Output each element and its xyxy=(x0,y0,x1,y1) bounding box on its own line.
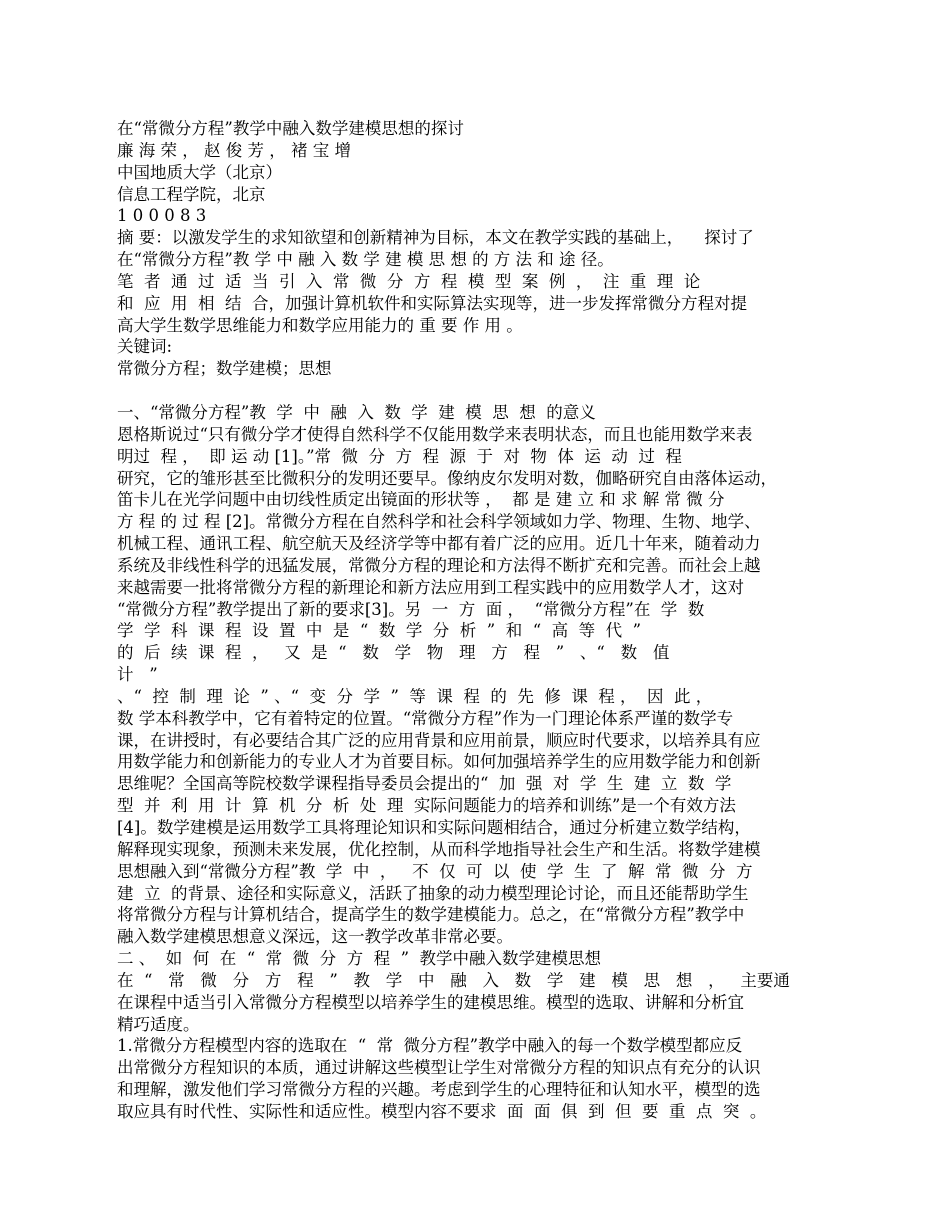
paragraph-line: 来越需要一批将常微分方程的新理论和新方法应用到工程实践中的应用数学人才，这对 xyxy=(117,577,744,597)
blank-line xyxy=(117,380,847,402)
affiliation-school: 信息工程学院，北京 xyxy=(117,184,266,204)
paragraph-line: 精巧适度。 xyxy=(117,1014,200,1034)
paragraph-line: 出常微分方程知识的本质，通过讲解这些模型让学生对常微分方程的知识点有充分的认识 xyxy=(117,1058,761,1078)
paragraph-line: 计 ” xyxy=(117,665,158,685)
paragraph-line: [4]。数学建模是运用数学工具将理论知识和实际问题相结合，通过分析建立数学结构， xyxy=(117,818,751,837)
paragraph-line: 数 学本科教学中，它有着特定的位置。“常微分方程”作为一门理论体系严谨的数学专 xyxy=(117,708,734,728)
postcode: 1 0 0 0 8 3 xyxy=(117,206,207,226)
paragraph-line: 明过 程 ， 即 运 动 [1]。”常 微 分 方 程 源 于 对 物 体 运 动 过 程 xyxy=(117,446,682,466)
paragraph-line: 解释现实现象，预测未来发展，优化控制，从而科学地指导社会生产和生活。将数学建模 xyxy=(117,839,761,859)
authors: 廉 海 荣 ， 赵 俊 芳 ， 褚 宝 增 xyxy=(117,140,351,160)
paragraph-line: 研究，它的雏形甚至比微积分的发明还要早。像纳皮尔发明对数，伽略研究自由落体运动， xyxy=(117,468,777,488)
paragraph-line: 恩格斯说过“只有微分学才使得自然科学不仅能用数学来表明状态，而且也能用数学来表 xyxy=(117,424,753,444)
paragraph-line: 型 并 利 用 计 算 机 分 析 处 理 实际问题能力的培养和训练”是一个有效方法 xyxy=(117,796,736,816)
abstract xyxy=(117,227,847,336)
abstract-line: 笔 者 通 过 适 当 引 入 常 微 分 方 程 模 型 案 例 ， 注 重 理 论 xyxy=(117,271,701,291)
affiliation-university: 中国地质大学（北京） xyxy=(117,162,282,182)
paragraph-line: “常微分方程”教学提出了新的要求[3]。另 一 方 面 ， “常微分方程”在 学 数 xyxy=(117,599,705,619)
keywords: 常微分方程；数学建模；思想 xyxy=(117,359,332,379)
paragraph-line: 在 “ 常 微 分 方 程 ” 教 学 中 融 入 数 学 建 模 思 想 ， 主要通 xyxy=(117,970,790,990)
paragraph-line: 课，在讲授时，有必要结合其广泛的应用背景和应用前景，顺应时代要求，以培养具有应 xyxy=(117,730,761,750)
paragraph-line: 建 立 的背景、途径和实际意义，活跃了抽象的动力模型理论讨论，而且还能帮助学生 xyxy=(117,883,749,903)
paragraph-line: 、“ 控 制 理 论 ” 、“ 变 分 学 ” 等 课 程 的 先 修 课 程 ， 因 此 ， xyxy=(117,686,713,706)
keywords-label: 关键词: xyxy=(117,337,173,357)
paragraph-line: 用数学能力和创新能力的专业人才为首要目标。如何加强培养学生的应用数学能力和创新 xyxy=(117,752,761,772)
paragraph-line: 思维呢？全国高等院校数学课程指导委员会提出的“ 加 强 对 学 生 建 立 数 学 xyxy=(117,774,732,794)
paragraph-line: 将常微分方程与计算机结合，提高学生的数学建模能力。总之，在“常微分方程”教学中 xyxy=(117,905,745,925)
paragraph-line: 的 后 续 课 程 ， 又 是 “ 数 学 物 理 方 程 ” 、“ 数 值 xyxy=(117,643,670,663)
paragraph-line: 机械工程、通讯工程、航空航天及经济学等中都有着广泛的应用。近几十年来，随着动力 xyxy=(117,534,761,554)
abstract-line: 在“常微分方程”教 学 中 融 入 数 学 建 模 思 想 的 方 法 和 途 径。 xyxy=(117,250,614,270)
paragraph-line: 融入数学建模思想意义深远，这一教学改革非常必要。 xyxy=(117,927,513,947)
abstract-line: 高大学生数学思维能力和数学应用能力的 重 要 作 用 。 xyxy=(117,315,523,335)
abstract-line: 和 应 用 相 结 合，加强计算机软件和实际算法实现等，进一步发挥常微分方程对提 xyxy=(117,293,747,313)
paragraph-line: 笛卡儿在光学问题中由切线性质定出镜面的形状等 ， 都 是 建 立 和 求 解 常 微 分 xyxy=(117,490,725,510)
paragraph-line: 在课程中适当引入常微分方程模型以培养学生的建模思维。模型的选取、讲解和分析宜 xyxy=(117,992,744,1012)
paragraph-line: 取应具有时代性、实际性和适应性。模型内容不要求 面 面 俱 到 但 要 重 点 突 。 xyxy=(117,1101,767,1121)
section-1-body xyxy=(117,424,847,948)
paragraph-line: 系统及非线性科学的迅猛发展，常微分方程的理论和方法得不断扩充和完善。而社会上越 xyxy=(117,555,761,575)
paragraph-line: 学 学 科 课 程 设 置 中 是 “ 数 学 分 析 ” 和 “ 高 等 代 ” xyxy=(117,621,642,641)
paragraph-line: 和理解，激发他们学习常微分方程的兴趣。考虑到学生的心理特征和认知水平，模型的选 xyxy=(117,1080,761,1100)
paragraph-line: 1.常微分方程模型内容的选取在 “ 常 微分方程”教学中融入的每一个数学模型都应反 xyxy=(117,1036,743,1056)
section-2-heading: 二 、 如 何 在 “ 常 微 分 方 程 ” 教学中融入数学建模思想 xyxy=(117,949,602,969)
abstract-line: 摘 要：以激发学生的求知欲望和创新精神为目标，本文在教学实践的基础上， 探讨了 xyxy=(117,228,754,248)
section-1-heading: 一、“常微分方程”教 学 中 融 入 数 学 建 模 思 想 的意义 xyxy=(117,402,596,422)
document-body xyxy=(117,118,847,1123)
paragraph-line: 方 程 的 过 程 [2]。常微分方程在自然科学和社会科学领域如力学、物理、生物、地学、 xyxy=(117,512,761,532)
section-2-body xyxy=(117,970,847,1123)
paragraph-line: 思想融入到“常微分方程”教 学 中 ， 不 仅 可 以 使 学 生 了 解 常 微 分 方 xyxy=(117,861,753,881)
paper-title: 在“常微分方程”教学中融入数学建模思想的探讨 xyxy=(117,119,464,138)
